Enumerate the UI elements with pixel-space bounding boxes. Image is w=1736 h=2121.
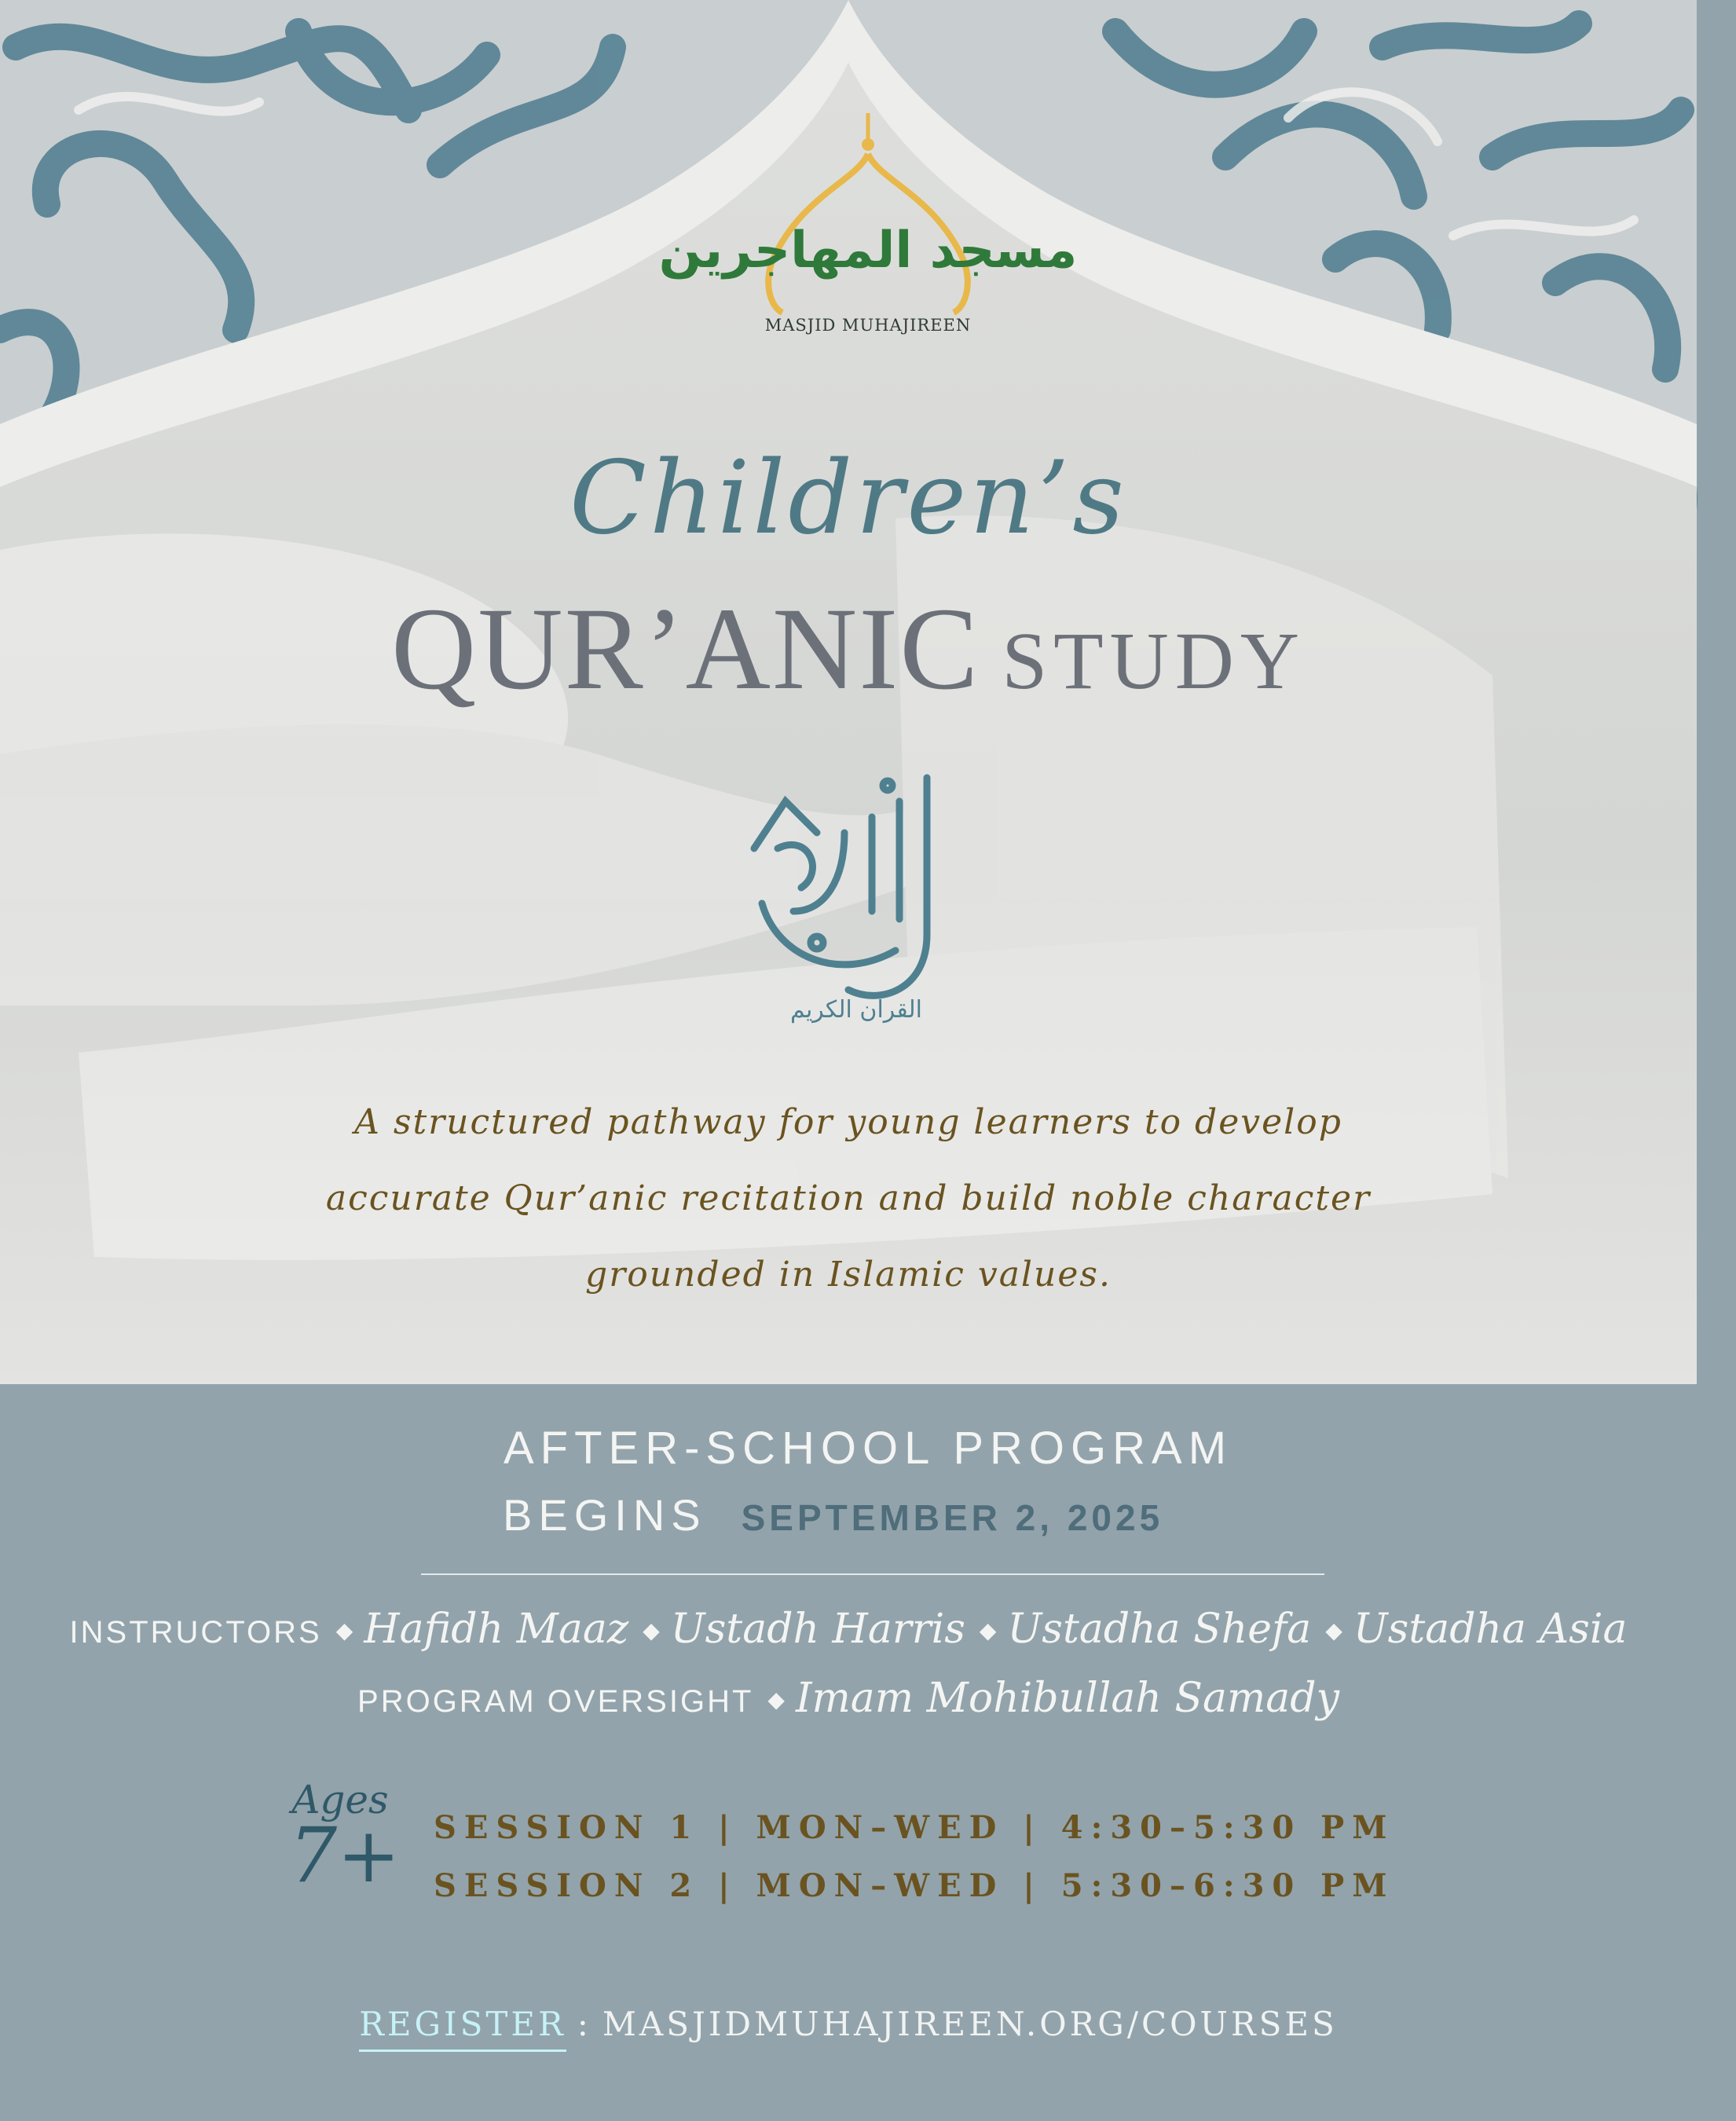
divider xyxy=(421,1573,1324,1575)
register-separator: : xyxy=(577,2005,591,2043)
logo-caption: MASJID MUHAJIREEN xyxy=(764,316,972,335)
instructors-row xyxy=(0,1606,1697,1653)
title-main xyxy=(0,581,1697,716)
ages-badge xyxy=(289,1777,401,1899)
bullet-dot: ◆ xyxy=(335,1617,353,1643)
session-item: SESSION 1 | MON–WED | 4:30–5:30 PM xyxy=(434,1809,1395,1846)
begins-label: BEGINS xyxy=(503,1490,707,1540)
title-quranic: QUR’ANIC xyxy=(391,584,980,714)
session-item: SESSION 2 | MON–WED | 5:30–6:30 PM xyxy=(434,1867,1395,1904)
masjid-logo xyxy=(658,110,1078,346)
ages-value: 7+ xyxy=(289,1811,401,1899)
bullet-dot: ◆ xyxy=(1325,1617,1342,1643)
register-link[interactable]: REGISTER xyxy=(359,2005,566,2052)
program-start xyxy=(503,1489,1163,1540)
info-panel xyxy=(0,1384,1697,2121)
register-url[interactable]: MASJIDMUHAJIREEN.ORG/COURSES xyxy=(602,2005,1338,2043)
logo-arabic-text: مسجد المهاجرين xyxy=(658,222,1078,280)
instructors-label: INSTRUCTORS xyxy=(69,1615,322,1650)
start-date: SEPTEMBER 2, 2025 xyxy=(741,1497,1164,1538)
program-heading: AFTER-SCHOOL PROGRAM xyxy=(503,1423,1233,1474)
oversight-name: Imam Mohibullah Samady xyxy=(795,1675,1339,1722)
instructor-name: Ustadha Shefa xyxy=(1007,1606,1312,1653)
title-study: STUDY xyxy=(1002,616,1306,706)
ages-label: Ages xyxy=(291,1777,389,1822)
quran-calligraphy-text: القرآن الكريم xyxy=(789,996,923,1024)
tagline xyxy=(259,1084,1438,1313)
session-schedule xyxy=(434,1799,1395,1915)
quran-calligraphy-emblem-icon xyxy=(731,754,982,1025)
mosque-dome-logo-icon xyxy=(658,110,1078,314)
tagline-line-1: A structured pathway for young learners to develop xyxy=(354,1102,1342,1142)
instructor-name: Hafidh Maaz xyxy=(364,1606,629,1653)
instructor-name: Ustadh Harris xyxy=(670,1606,965,1653)
tagline-line-2: accurate Qur’anic recitation and build noble character xyxy=(325,1178,1372,1218)
bullet-dot: ◆ xyxy=(643,1617,660,1643)
oversight-row xyxy=(0,1675,1697,1722)
oversight-label: PROGRAM OVERSIGHT xyxy=(357,1684,754,1719)
bullet-dot: ◆ xyxy=(979,1617,997,1643)
instructor-name: Ustadha Asia xyxy=(1353,1606,1628,1653)
register-line xyxy=(0,2005,1697,2043)
title-script: Children’s xyxy=(570,440,1127,557)
bullet-dot: ◆ xyxy=(767,1687,785,1713)
tagline-line-3: grounded in Islamic values. xyxy=(585,1255,1112,1295)
